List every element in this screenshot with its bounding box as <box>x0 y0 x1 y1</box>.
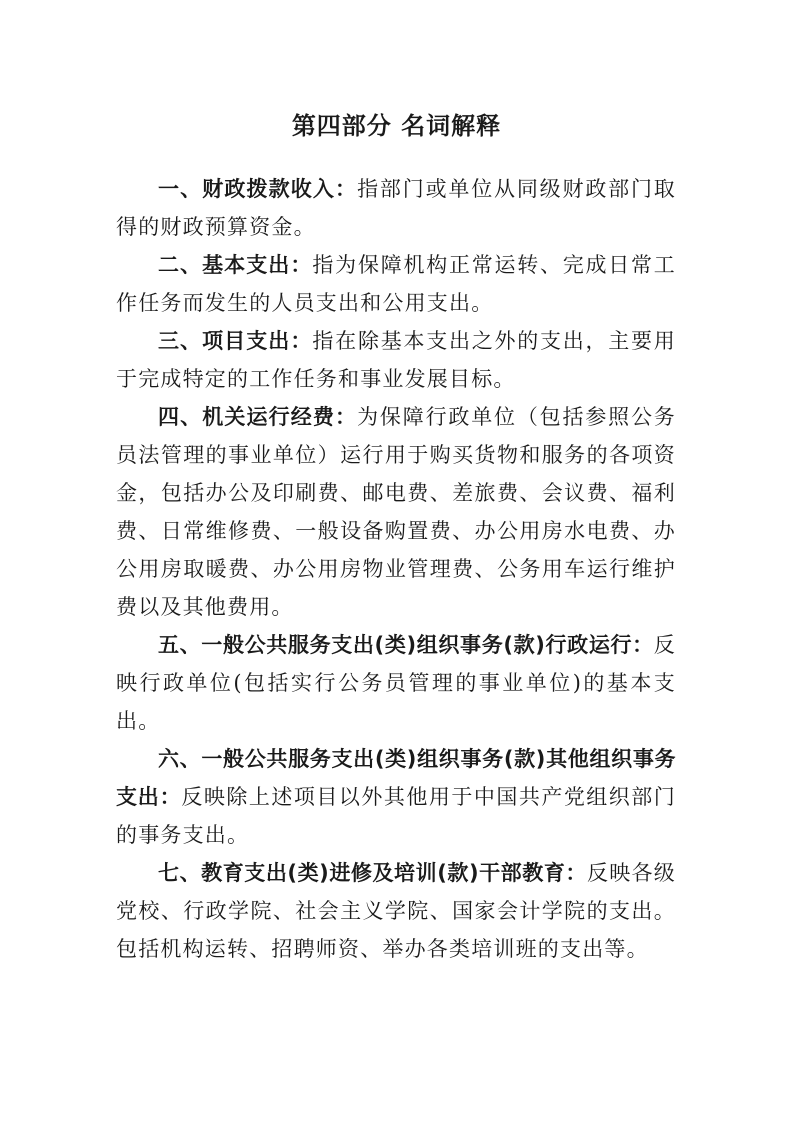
page-title: 第四部分 名词解释 <box>291 112 502 140</box>
definition-text: 指为保障机构正常运转、完成日常工作任务而发生的人员支出和公用支出。 <box>116 253 677 315</box>
definition-text: 指在除基本支出之外的支出，主要用于完成特定的工作任务和事业发展目标。 <box>116 329 677 391</box>
definition-item-1 <box>116 170 676 246</box>
definitions-list <box>116 170 676 968</box>
definition-text: 反映各级党校、行政学院、社会主义学院、国家会计学院的支出。包括机构运转、招聘师资、举办各类培训班的支出等。 <box>116 861 676 961</box>
definition-text: 反映行政单位(包括实行公务员管理的事业单位)的基本支出。 <box>116 633 676 733</box>
definition-item-6 <box>116 740 676 854</box>
definition-text: 为保障行政单位（包括参照公务员法管理的事业单位）运行用于购买货物和服务的各项资金，包括办公及印刷费、邮电费、差旅费、会议费、福利费、日常维修费、一般设备购置费、办公用房水电费、办公用房取暖费、办公用房物业管理费、公务用车运行维护费以及其他费用。 <box>116 405 676 619</box>
definition-text: 指部门或单位从同级财政部门取得的财政预算资金。 <box>116 177 676 239</box>
definition-term: 五、一般公共服务支出(类)组织事务(款)行政运行： <box>158 633 654 657</box>
definition-item-4 <box>116 398 676 626</box>
definition-item-2 <box>116 246 676 322</box>
definition-term: 四、机关运行经费： <box>158 405 358 429</box>
definition-item-5 <box>116 626 676 740</box>
definition-term: 二、基本支出： <box>158 253 313 277</box>
definition-text: 反映除上述项目以外其他用于中国共产党组织部门的事务支出。 <box>116 785 676 847</box>
definition-term: 三、项目支出： <box>158 329 313 353</box>
definition-item-3 <box>116 322 676 398</box>
definition-term: 六、一般公共服务支出(类)组织事务(款)其他组织事务支出： <box>116 747 676 809</box>
definition-term: 一、财政拨款收入： <box>158 177 358 201</box>
definition-item-7 <box>116 854 676 968</box>
definition-term: 七、教育支出(类)进修及培训(款)干部教育： <box>158 861 587 885</box>
